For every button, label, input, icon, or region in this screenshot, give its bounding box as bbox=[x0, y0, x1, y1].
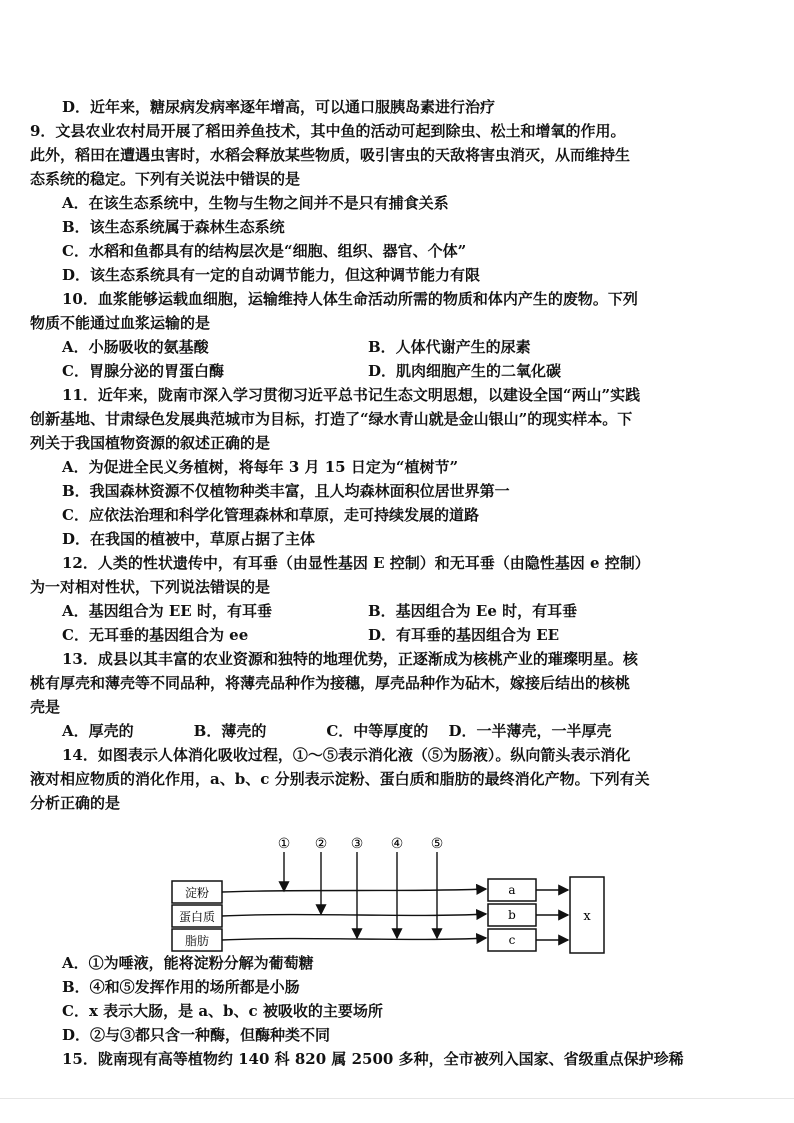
text-line: D．在我国的植被中，草原占据了主体 bbox=[62, 530, 316, 548]
text-line: C．应依法治理和科学化管理森林和草原，走可持续发展的道路 bbox=[62, 506, 479, 524]
absorption-arrows bbox=[536, 890, 568, 940]
text-line: B．我国森林资源不仅植物种类丰富，且人均森林面积位居世界第一 bbox=[62, 482, 510, 500]
text-line-option: B．基因组合为 Ee 时，有耳垂 bbox=[368, 602, 578, 620]
product-c: c bbox=[508, 933, 516, 947]
text-line: A．基因组合为 EE 时，有耳垂 bbox=[62, 602, 272, 620]
text-line: A．小肠吸收的氨基酸 bbox=[62, 338, 209, 356]
product-a: a bbox=[508, 883, 516, 897]
text-line-option: D．肌肉细胞产生的二氧化碳 bbox=[368, 362, 562, 380]
juice-1: ① bbox=[277, 836, 291, 852]
flow-arrows bbox=[222, 889, 486, 940]
text-line: D．②与③都只含一种酶，但酶种类不同 bbox=[62, 1026, 331, 1044]
juice-2: ② bbox=[314, 836, 328, 852]
text-line: 14．如图表示人体消化吸收过程，①～⑤表示消化液（⑤为肠液）。纵向箭头表示消化 bbox=[62, 746, 631, 764]
text-line: 15．陇南现有高等植物约 140 科 820 属 2500 多种，全市被列入国家、省级重点保护珍稀 bbox=[62, 1050, 684, 1068]
juice-labels bbox=[278, 836, 444, 852]
text-line: 10．血浆能够运载血细胞，运输维持人体生命活动所需的物质和体内产生的废物。下列 bbox=[62, 290, 638, 308]
text-line: 液对相应物质的消化作用，a、b、c 分别表示淀粉、蛋白质和脂肪的最终消化产物。下列有关 bbox=[30, 770, 650, 788]
text-line: 此外，稻田在遭遇虫害时，水稻会释放某些物质，吸引害虫的天敌将害虫消灭，从而维持生 bbox=[30, 146, 631, 164]
text-line: C．x 表示大肠，是 a、b、c 被吸收的主要场所 bbox=[62, 1002, 383, 1020]
product-b: b bbox=[508, 908, 516, 922]
text-line: 为一对相对性状，下列说法错误的是 bbox=[30, 578, 271, 596]
text-line: D．近年来，糖尿病发病率逐年增高，可以通口服胰岛素进行治疗 bbox=[62, 98, 496, 116]
text-line: A．厚壳的 B．薄壳的 C．中等厚度的 D．一半薄壳，一半厚壳 bbox=[62, 722, 612, 740]
juice-3: ③ bbox=[350, 836, 364, 852]
organ-x: x bbox=[583, 909, 591, 924]
text-line: 分析正确的是 bbox=[30, 794, 121, 812]
text-line: C．水稻和鱼都具有的结构层次是“细胞、组织、器官、个体” bbox=[62, 242, 467, 260]
text-line: D．该生态系统具有一定的自动调节能力，但这种调节能力有限 bbox=[62, 266, 481, 284]
text-line: 12．人类的性状遗传中，有耳垂（由显性基因 E 控制）和无耳垂（由隐性基因 e 控制） bbox=[62, 554, 650, 572]
digestion-diagram bbox=[160, 832, 620, 962]
text-line: 态系统的稳定。下列有关说法中错误的是 bbox=[30, 170, 301, 188]
text-line: A．在该生态系统中，生物与生物之间并不是只有捕食关系 bbox=[62, 194, 449, 212]
text-line: 桃有厚壳和薄壳等不同品种，将薄壳品种作为接穗，厚壳品种作为砧木，嫁接后结出的核桃 bbox=[30, 674, 631, 692]
text-line-option: D．有耳垂的基因组合为 EE bbox=[368, 626, 560, 644]
substance-starch: 淀粉 bbox=[184, 886, 210, 900]
juice-5: ⑤ bbox=[430, 836, 444, 852]
juice-4: ④ bbox=[390, 836, 404, 852]
text-line: C．胃腺分泌的胃蛋白酶 bbox=[62, 362, 224, 380]
text-line: C．无耳垂的基因组合为 ee bbox=[62, 626, 249, 644]
text-line: 13．成县以其丰富的农业资源和独特的地理优势，正逐渐成为核桃产业的璀璨明星。核 bbox=[62, 650, 638, 668]
text-line: A．为促进全民义务植树，将每年 3 月 15 日定为“植树节” bbox=[62, 458, 459, 476]
text-line: A．①为唾液，能将淀粉分解为葡萄糖 bbox=[62, 954, 314, 972]
text-line: 物质不能通过血浆运输的是 bbox=[30, 314, 211, 332]
substance-protein: 蛋白质 bbox=[178, 910, 216, 924]
text-line: B．④和⑤发挥作用的场所都是小肠 bbox=[62, 978, 300, 996]
text-line-option: B．人体代谢产生的尿素 bbox=[368, 338, 531, 356]
juice-arrows bbox=[284, 852, 437, 938]
text-line: 列关于我国植物资源的叙述正确的是 bbox=[30, 434, 271, 452]
text-line: 壳是 bbox=[30, 698, 61, 716]
text-line: B．该生态系统属于森林生态系统 bbox=[62, 218, 285, 236]
text-line: 11．近年来，陇南市深入学习贯彻习近平总书记生态文明思想，以建设全国“两山”实践 bbox=[62, 386, 641, 404]
text-line: 9．文县农业农村局开展了稻田养鱼技术，其中鱼的活动可起到除虫、松土和增氧的作用。 bbox=[30, 122, 626, 140]
substance-boxes bbox=[172, 881, 222, 951]
substance-fat: 脂肪 bbox=[184, 934, 210, 948]
product-boxes bbox=[488, 879, 536, 951]
page-bottom-rule bbox=[0, 1098, 794, 1099]
text-line: 创新基地、甘肃绿色发展典范城市为目标，打造了“绿水青山就是金山银山”的现实样本。下 bbox=[30, 410, 633, 428]
